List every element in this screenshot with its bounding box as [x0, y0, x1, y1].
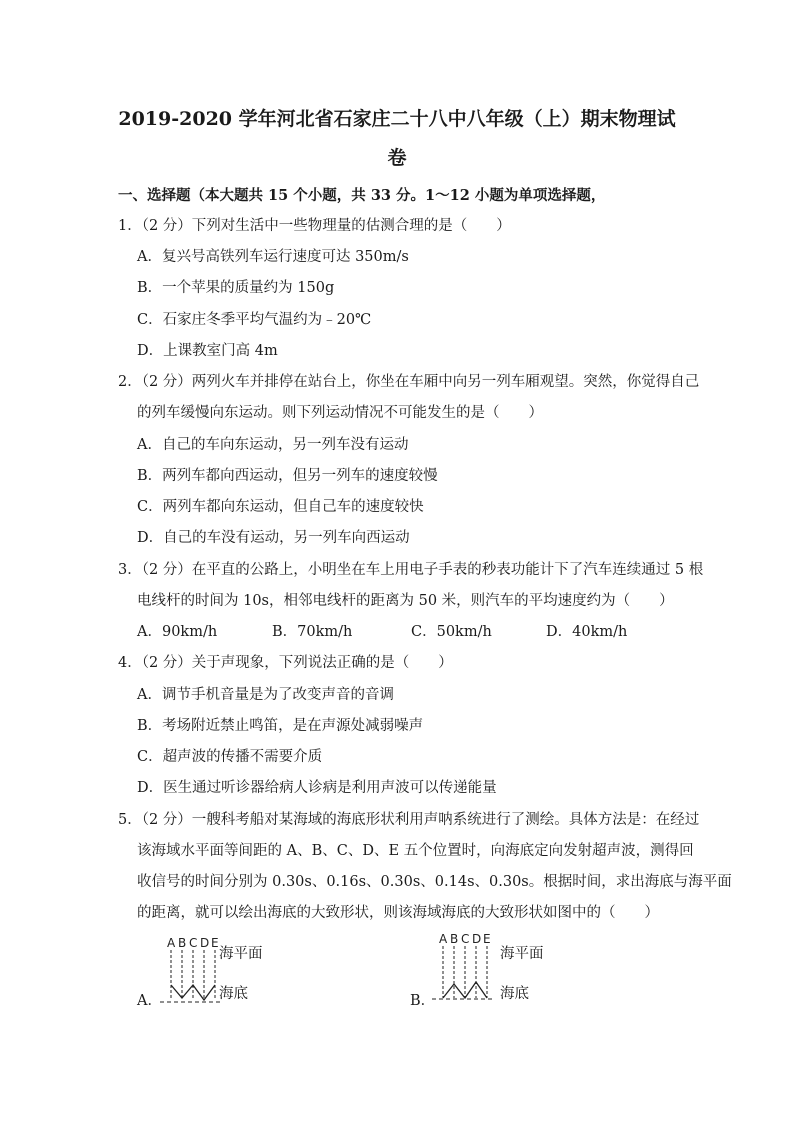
question-1-option-a: A．复兴号高铁列车运行速度可达 350m/s: [137, 249, 409, 265]
figure-b-point-labels: A B C D E: [439, 932, 491, 946]
question-2-option-a: A．自己的车向东运动，另一列车没有运动: [137, 437, 409, 453]
question-1-option-b: B．一个苹果的质量约为 150g: [137, 280, 335, 296]
question-2-option-d: D．自己的车没有运动，另一列车向西运动: [137, 530, 410, 546]
question-5-stem-line-2: 该海域水平面等间距的 A、B、C、D、E 五个位置时，向海底定向发射超声波，测得回: [137, 843, 694, 859]
question-2-stem-line-1: 2．（2 分）两列火车并排停在站台上，你坐在车厢中向另一列车厢观望。突然，你觉得自己: [118, 374, 700, 390]
page-title-line-2: 卷: [387, 147, 407, 169]
question-4-option-a: A．调节手机音量是为了改变声音的音调: [137, 687, 394, 703]
question-4-option-b: B．考场附近禁止鸣笛，是在声源处减弱噪声: [137, 718, 424, 734]
question-4-stem: 4．（2 分）关于声现象，下列说法正确的是（ ）: [118, 655, 453, 671]
question-5-stem-line-1: 5．（2 分）一艘科考船对某海域的海底形状利用声呐系统进行了测绘。具体方法是：在经过: [118, 812, 700, 828]
figure-b-sea-floor-label: 海底: [500, 986, 529, 1002]
question-3-option-a: A．90km/h: [137, 624, 218, 640]
question-3-option-d: D．40km/h: [546, 624, 628, 640]
figure-b-seafloor-profile: [443, 982, 487, 998]
question-2-option-b: B．两列车都向西运动，但另一列车的速度较慢: [137, 468, 438, 484]
question-3-stem-line-2: 电线杆的时间为 10s，相邻电线杆的距离为 50 米，则汽车的平均速度约为（ ）: [137, 593, 674, 609]
figure-b-sea-level-label: 海平面: [500, 946, 544, 962]
question-5-stem-line-4: 的距离，就可以绘出海底的大致形状，则该海域海底的大致形状如图中的（ ）: [137, 905, 659, 921]
question-3-stem-line-1: 3．（2 分）在平直的公路上，小明坐在车上用电子手表的秒表功能计下了汽车连续通过 5 根: [118, 562, 704, 578]
question-2-option-c: C．两列车都向东运动，但自己车的速度较快: [137, 499, 424, 515]
question-5-stem-line-3: 收信号的时间分别为 0.30s、0.16s、0.30s、0.14s、0.30s。根据时间，求出海底与海平面: [137, 874, 732, 890]
question-5-option-b: B．: [410, 993, 436, 1009]
figure-a-sea-floor-label: 海底: [219, 986, 248, 1002]
figure-a-sea-level-label: 海平面: [219, 946, 263, 962]
question-4-option-d: D．医生通过听诊器给病人诊病是利用声波可以传递能量: [137, 780, 497, 796]
question-3-option-c: C．50km/h: [411, 624, 492, 640]
section-heading: 一、选择题（本大题共 15 个小题，共 33 分。1～12 小题为单项选择题，: [118, 187, 606, 204]
question-1-option-d: D．上课教室门高 4m: [137, 343, 278, 359]
question-4-option-c: C．超声波的传播不需要介质: [137, 749, 323, 765]
question-1-option-c: C．石家庄冬季平均气温约为﹣20℃: [137, 312, 372, 328]
page-title-line-1: 2019-2020 学年河北省石家庄二十八中八年级（上）期末物理试: [118, 108, 676, 130]
question-1-stem: 1．（2 分）下列对生活中一些物理量的估测合理的是（ ）: [118, 218, 511, 234]
figure-a-point-labels: A B C D E: [167, 936, 219, 950]
question-2-stem-line-2: 的列车缓慢向东运动。则下列运动情况不可能发生的是（ ）: [137, 405, 543, 421]
question-5-option-a: A．: [137, 993, 162, 1009]
question-3-option-b: B．70km/h: [272, 624, 353, 640]
